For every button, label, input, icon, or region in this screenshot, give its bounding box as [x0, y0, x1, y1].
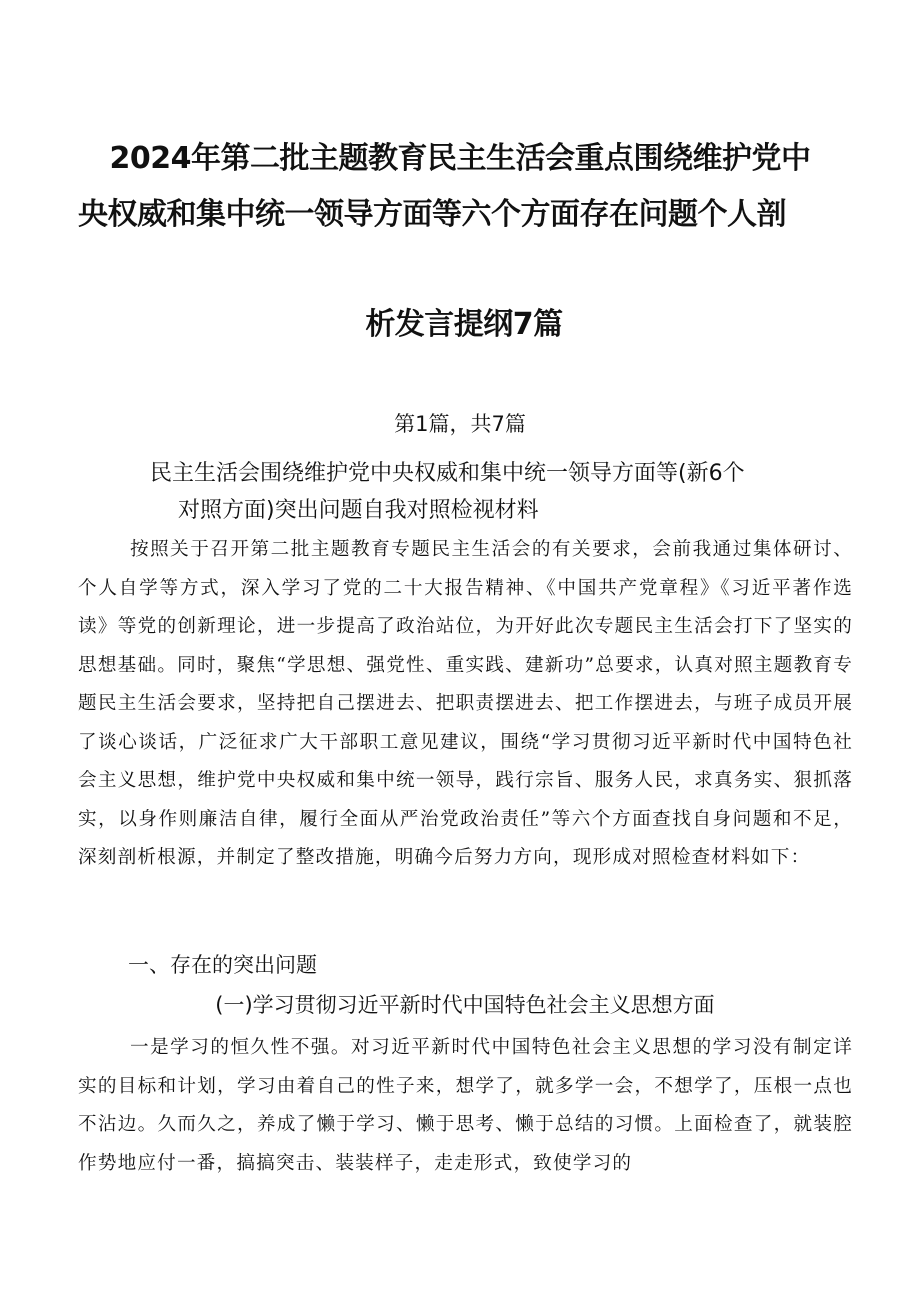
document-title-line-3: 析发言提纲7篇: [365, 307, 563, 342]
body-paragraph: 一是学习的恒久性不强。对习近平新时代中国特色社会主义思想的学习没有制定详实的目标和计划，学习由着自己的性子来，想学了，就多学一会，不想学了，压根一点也不沾边。久而久之，养成了懒于学习、懒于思考、懒于总结的习惯。上面检查了，就装腔作势地应付一番，搞搞突击、装装样子，走走形式，致使学习的: [78, 1037, 853, 1174]
subsection-heading: (一)学习贯彻习近平新时代中国特色社会主义思想方面: [215, 993, 715, 1017]
article-subtitle-line-1: 民主生活会围绕维护党中央权威和集中统一领导方面等(新6个: [150, 461, 745, 486]
document-title-line-1: 2024年第二批主题教育民主生活会重点围绕维护党中: [109, 141, 811, 176]
intro-paragraph: 按照关于召开第二批主题教育专题民主生活会的有关要求，会前我通过集体研讨、个人自学等方式，深入学习了党的二十大报告精神、《中国共产党章程》《习近平著作选读》等党的创新理论，进一步提高了政治站位，为开好此次专题民主生活会打下了坚实的思想基础。同时，聚焦“学思想、强党性、重实践、建新功”总要求，认真对照主题教育专题民主生活会要求，坚持把自己摆进去、把职责摆进去、把工作摆进去，与班子成员开展了谈心谈话，广泛征求广大干部职工意见建议，围绕“学习贯彻习近平新时代中国特色社会主义思想，维护党中央权威和集中统一领导，践行宗旨、服务人民，求真务实、狠抓落实，以身作则廉洁自律，履行全面从严治党政治责任”等六个方面查找自身问题和不足，深刻剖析根源，并制定了整改措施，明确今后努力方向，现形成对照检查材料如下：: [78, 539, 853, 868]
article-subtitle: [150, 455, 840, 529]
part-label: 第1篇，共7篇: [394, 412, 526, 436]
document-title-line-2: 央权威和集中统一领导方面等六个方面存在问题个人剖: [78, 197, 786, 232]
article-subtitle-line-2: 对照方面)突出问题自我对照检视材料: [178, 498, 539, 523]
section-heading: 一、存在的突出问题: [128, 953, 317, 977]
